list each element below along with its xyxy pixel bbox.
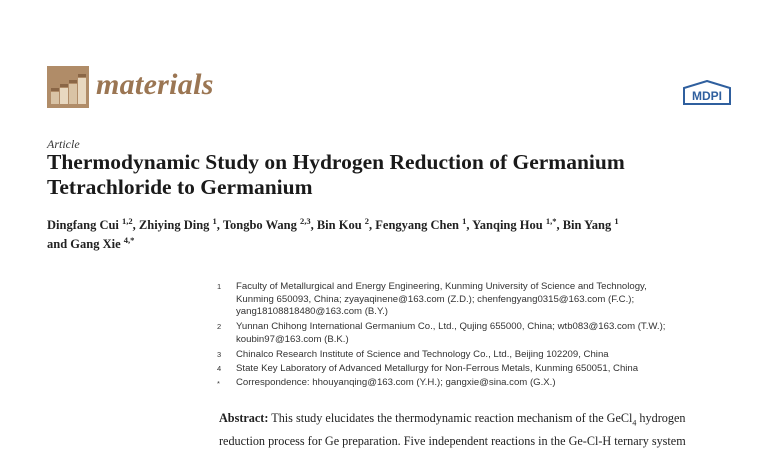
title-line-2: Tetrachloride to Germanium [47,175,313,199]
affiliation-3 [236,349,736,362]
author-affiliation-mark: 4,* [123,234,135,245]
author-affiliation-mark: 1 [614,215,619,226]
abstract-subscript: 4 [632,418,637,428]
affiliation-1 [236,281,736,319]
affiliation-mark: 2 [217,322,222,331]
journal-name: materials [96,68,214,101]
affiliation-line: yang18108818480@163.com (B.Y.) [236,306,388,318]
affiliation-line: Faculty of Metallurgical and Energy Engineering, Kunming University of Science and Technology, [236,281,647,292]
affiliation-mark: * [217,379,220,388]
affiliation-4 [236,363,736,376]
abstract-label: Abstract: [219,411,269,425]
abstract-text: This study elucidates the thermodynamic reaction mechanism of the GeCl [271,411,633,425]
author-affiliation-mark: 2 [364,215,370,226]
affiliation-mark: 3 [217,350,222,359]
author-name: Zhiying Ding [138,218,210,232]
author-name: Fengyang Chen [375,218,459,232]
correspondence [236,377,736,390]
author-affiliation-mark: 1,2 [122,215,133,226]
abstract-text: hydrogen [636,411,686,425]
author-name: Bin Kou [316,218,362,232]
affiliation-mark: 1 [217,282,222,291]
author-name: Tongbo Wang [222,218,297,232]
article-type: Article [47,137,80,151]
affiliation-2 [236,321,736,346]
title-line-1: Thermodynamic Study on Hydrogen Reduction of Germanium [47,150,625,174]
author-affiliation-mark: 2,3 [299,215,311,226]
svg-text:MDPI: MDPI [692,89,722,103]
affiliation-line: Chinalco Research Institute of Science and Technology Co., Ltd., Beijing 102209, China [236,349,609,360]
author-name: Bin Yang [562,218,612,232]
affiliation-line: State Key Laboratory of Advanced Metallurgy for Non-Ferrous Metals, Kunming 650051, China [236,363,639,374]
author-affiliation-mark: 1 [462,215,467,226]
abstract-text: reduction process for Ge preparation. Five independent reactions in the Ge-Cl-H ternary system [219,434,686,449]
affiliation-line: Kunming 650093, China; zyayaqinene@163.com (Z.D.); chenfengyang0315@163.com (F.C.); [236,293,635,305]
author-name: Gang Xie [70,237,121,251]
affiliation-mark: 4 [217,364,222,373]
author-conjunction: and [47,237,68,251]
author-affiliation-mark: 1 [212,215,217,226]
abstract [219,409,749,450]
author-name: Dingfang Cui [47,218,119,232]
author-name: Yanqing Hou [472,218,543,232]
affiliation-line: Yunnan Chihong International Germanium Co., Ltd., Qujing 655000, China; wtb083@163.com (T.W.); [236,321,666,332]
affiliation-line: Correspondence: hhouyanqing@163.com (Y.H.); gangxie@sina.com (G.X.) [236,377,556,388]
affiliation-line: koubin97@163.com (B.K.) [236,333,349,345]
author-list: Dingfang Cui $^{1,2}$, Zhiying Ding $^1$, Tongbo Wang $^{2,3}$, Bin Kou $^2$, Fengyang Chen $^1$, Yanqing Hou $^{1,*}$, Bin Yang $^1$ and Gang Xie $^{4,*}$ [47,215,619,251]
author-affiliation-mark: 1,* [545,215,557,226]
